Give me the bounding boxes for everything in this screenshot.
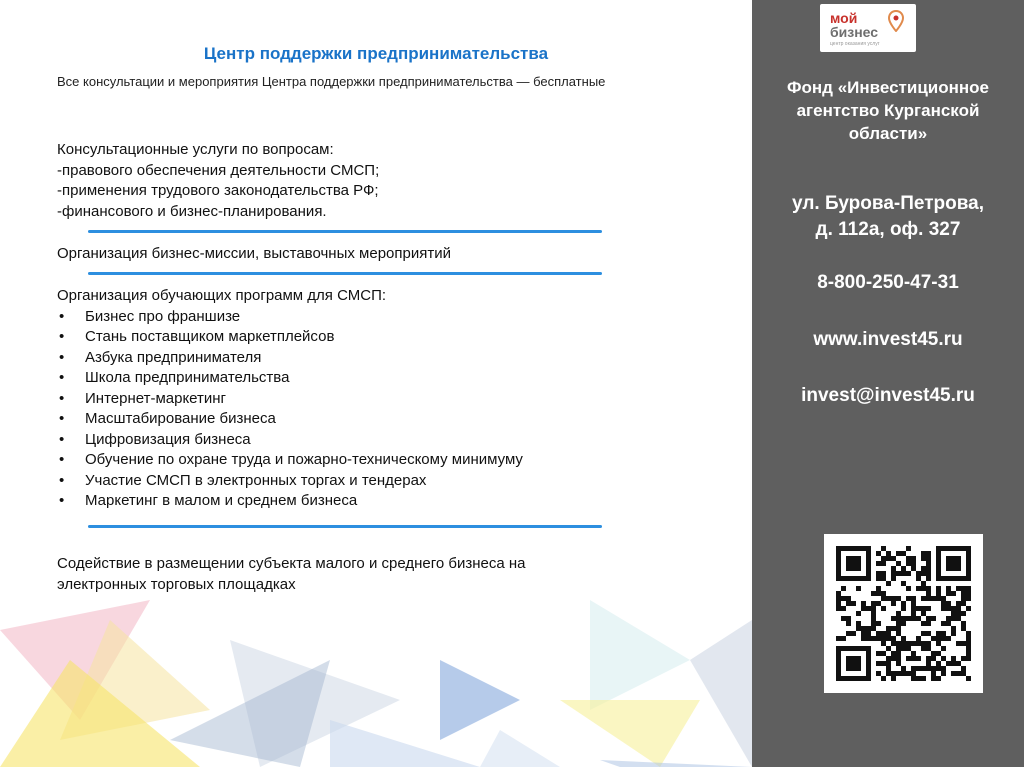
section-divider [88,272,602,275]
consulting-section [57,140,379,222]
consulting-heading: Консультационные услуги по вопросам: [57,141,334,158]
section-divider [88,230,602,233]
programs-list [57,307,523,512]
website-link[interactable]: www.invest45.ru [813,329,963,350]
missions-text: Организация бизнес-миссии, выставочных мероприятий [57,245,451,262]
page-title: Центр поддержки предпринимательства [203,44,549,63]
program-item: • Обучение по охране труда и пожарно-техническому минимуму [57,450,523,471]
placement-line: электронных торговых площадках [57,575,296,593]
program-item: • Школа предпринимательства [57,368,523,389]
program-item: • Бизнес про франшизе [57,307,523,328]
consulting-item: -правового обеспечения деятельности СМСП; [57,161,380,179]
fund-line: области» [848,124,928,143]
address [752,191,1024,243]
decorative-triangles [0,600,752,767]
location-pin-icon [888,10,904,32]
qr-code[interactable] [824,534,983,693]
logo-word-2: бизнес [830,24,879,40]
phone-number: 8-800-250-47-31 [817,272,959,293]
logo-tagline: центр оказания услуг [830,41,880,47]
address-line: д. 112а, оф. 327 [815,219,961,240]
address-line: ул. Бурова-Петрова, [792,193,984,214]
consulting-item: -применения трудового законодательства РФ; [57,182,379,199]
consulting-item: -финансового и бизнес-планирования. [57,202,327,220]
program-item: • Интернет-маркетинг [57,389,523,410]
missions-section [57,244,451,265]
fund-line: Фонд «Инвестиционное [787,78,989,97]
program-item: • Азбука предпринимателя [57,348,523,369]
placement-line: Содействие в размещении субъекта малого и среднего бизнеса на [57,555,526,572]
program-item: • Цифровизация бизнеса [57,430,523,451]
section-divider [88,525,602,528]
logo-word-1: мой [830,10,858,26]
fund-line: агентство Курганской [796,101,980,120]
fund-name [752,76,1024,145]
program-item: • Стань поставщиком маркетплейсов [57,327,523,348]
moy-biznes-logo [820,4,916,52]
program-item: • Маркетинг в малом и среднем бизнеса [57,491,523,512]
program-item: • Участие СМСП в электронных торгах и тендерах [57,471,523,492]
page-subtitle: Все консультации и мероприятия Центра поддержки предпринимательства — бесплатные [57,74,606,89]
qr-code-icon [836,546,971,681]
programs-heading: Организация обучающих программ для СМСП: [57,287,387,304]
email-link[interactable]: invest@invest45.ru [801,385,975,406]
programs-section [57,286,523,512]
placement-section [57,554,526,595]
program-item: • Масштабирование бизнеса [57,409,523,430]
